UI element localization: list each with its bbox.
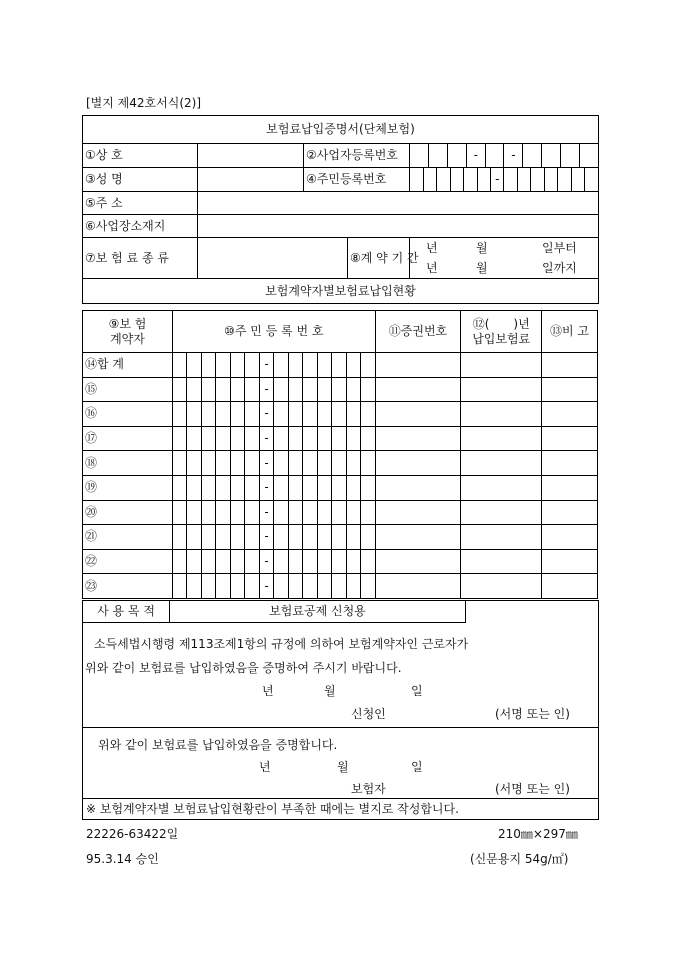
label-company-name: ①상 호 [83, 144, 198, 168]
resident-digit-cell [201, 549, 215, 574]
dash: - [259, 377, 273, 402]
resident-digit-cell [332, 353, 346, 378]
resident-digit-cell [216, 402, 230, 427]
resident-digit-cell [332, 402, 346, 427]
row-label: ⑮ [83, 377, 173, 402]
row-label: ⑳ [83, 500, 173, 525]
dash: - [259, 353, 273, 378]
certification-box [82, 727, 599, 799]
note-cell [542, 377, 598, 402]
dash: - [259, 451, 273, 476]
resident-digit-cell [332, 377, 346, 402]
purpose-table [82, 600, 599, 623]
resident-digit-cell [216, 426, 230, 451]
resident-digit-cell [245, 426, 259, 451]
resident-digit-cell [274, 377, 288, 402]
table-row [83, 402, 598, 427]
label-name: ③성 명 [83, 168, 198, 192]
resident-digit-cell [230, 500, 244, 525]
resident-digit-cell [230, 574, 244, 599]
resident-digit-cell [245, 451, 259, 476]
resident-digit-cell [172, 475, 186, 500]
header-policy-no: ⑪증권번호 [375, 311, 461, 353]
resident-digit-cell [172, 500, 186, 525]
header-contractor [83, 311, 173, 353]
resident-digit-cell [187, 426, 201, 451]
label-business-reg-no: ②사업자등록번호 [304, 144, 410, 168]
footer-approval: 95.3.14 승인 [86, 852, 159, 866]
table-row [83, 426, 598, 451]
resident-digit-cell [274, 426, 288, 451]
resident-digit-cell [230, 402, 244, 427]
resident-digit-cell [274, 549, 288, 574]
resident-digit-cell [172, 451, 186, 476]
certification-year: 년 [259, 760, 271, 774]
resident-digit-cell [230, 475, 244, 500]
value-address [198, 192, 599, 215]
row-label: ㉑ [83, 525, 173, 550]
resident-digit-cell [274, 451, 288, 476]
resident-digit-cell [346, 377, 360, 402]
dash: - [491, 168, 504, 191]
table-row [83, 451, 598, 476]
resident-digit-cell [245, 549, 259, 574]
resident-digit-cell [317, 451, 331, 476]
note-text: ※ 보험계약자별 보험료납입현황란이 부족한 때에는 별지로 작성합니다. [86, 802, 459, 816]
resident-digit-cell [230, 353, 244, 378]
resident-digit-cell [346, 549, 360, 574]
note-cell [542, 525, 598, 550]
resident-digit-cell [288, 475, 302, 500]
table-row [83, 549, 598, 574]
value-business-reg-no [410, 144, 599, 168]
resident-digit-cell [230, 377, 244, 402]
resident-digit-cell [216, 525, 230, 550]
resident-digit-cell [303, 377, 317, 402]
contractor-table [82, 310, 598, 599]
form-number: [별지 제42호서식(2)] [86, 96, 201, 110]
resident-digit-cell [274, 475, 288, 500]
value-company-name [198, 144, 304, 168]
resident-digit-cell [201, 574, 215, 599]
note-cell [542, 574, 598, 599]
dash: - [259, 549, 273, 574]
dash: - [259, 525, 273, 550]
resident-digit-cell [245, 475, 259, 500]
resident-digit-cell [230, 451, 244, 476]
period-to-label: 일까지 [542, 261, 577, 275]
resident-digit-cell [245, 353, 259, 378]
resident-digit-cell [201, 475, 215, 500]
resident-digit-cell [187, 402, 201, 427]
footer-paper: (신문용지 54g/㎡) [470, 852, 569, 866]
header-note: ⑬비 고 [542, 311, 598, 353]
statement-line2: 위와 같이 보험료를 납입하였음을 증명하여 주시기 바랍니다. [85, 661, 402, 675]
certification-month: 월 [337, 760, 349, 774]
resident-digit-cell [317, 549, 331, 574]
note-cell [542, 353, 598, 378]
statement-year: 년 [262, 684, 274, 698]
label-contract-period: ⑧계 약 기 간 [348, 238, 410, 279]
resident-digit-cell [245, 402, 259, 427]
resident-digit-cell [346, 353, 360, 378]
resident-digit-cell [216, 500, 230, 525]
label-insurance-type: ⑦보 험 료 종 류 [83, 238, 198, 279]
header-paid-premium [461, 311, 542, 353]
statement-box [82, 622, 599, 728]
resident-digit-cell [317, 525, 331, 550]
resident-digit-cell [288, 353, 302, 378]
policy-no-cell [375, 353, 461, 378]
value-name [198, 168, 304, 192]
resident-digit-cell [288, 377, 302, 402]
resident-digit-cell [288, 574, 302, 599]
resident-digit-cell [172, 402, 186, 427]
period-from-label: 일부터 [542, 241, 577, 255]
paid-premium-cell [461, 549, 542, 574]
policy-no-cell [375, 377, 461, 402]
header-resident-no: ⑩주 민 등 록 번 호 [172, 311, 375, 353]
policy-no-cell [375, 402, 461, 427]
resident-digit-cell [274, 574, 288, 599]
paid-premium-cell [461, 451, 542, 476]
resident-digit-cell [172, 549, 186, 574]
resident-digit-cell [172, 525, 186, 550]
resident-digit-cell [288, 402, 302, 427]
policy-no-cell [375, 475, 461, 500]
insurer-label: 보험자 [351, 782, 386, 796]
resident-digit-cell [332, 549, 346, 574]
contractor-rows [83, 353, 598, 599]
resident-digit-cell [303, 500, 317, 525]
resident-digit-cell [274, 525, 288, 550]
resident-digit-cell [274, 500, 288, 525]
dash: - [504, 144, 523, 167]
resident-digit-cell [317, 500, 331, 525]
note-box [82, 797, 599, 820]
table-row [83, 574, 598, 599]
period-year-label: 년 [426, 261, 438, 275]
resident-digit-cell [303, 353, 317, 378]
period-to-row [412, 258, 596, 278]
row-label: ⑰ [83, 426, 173, 451]
resident-digit-cell [317, 402, 331, 427]
dash: - [259, 475, 273, 500]
resident-digit-cell [288, 525, 302, 550]
resident-digit-cell [346, 402, 360, 427]
policy-no-cell [375, 574, 461, 599]
row-label: ⑭합 계 [83, 353, 173, 378]
paid-premium-cell [461, 475, 542, 500]
resident-digit-cell [317, 377, 331, 402]
resident-digit-cell [187, 525, 201, 550]
period-month-label: 월 [476, 261, 488, 275]
note-cell [542, 402, 598, 427]
resident-digit-cell [361, 574, 376, 599]
table-row [83, 353, 598, 378]
resident-digit-cell [361, 451, 376, 476]
paid-premium-cell [461, 574, 542, 599]
resident-digit-cell [201, 377, 215, 402]
row-label: ⑲ [83, 475, 173, 500]
statement-month: 월 [324, 684, 336, 698]
resident-digit-cell [332, 500, 346, 525]
resident-digit-cell [332, 451, 346, 476]
resident-digit-cell [230, 549, 244, 574]
resident-digit-cell [216, 574, 230, 599]
resident-digit-cell [317, 353, 331, 378]
resident-digit-cell [332, 426, 346, 451]
resident-digit-cell [288, 451, 302, 476]
resident-digit-cell [332, 525, 346, 550]
certification-line1: 위와 같이 보험료를 납입하였음을 증명합니다. [98, 738, 338, 752]
row-label: ⑱ [83, 451, 173, 476]
resident-reg-boxes [410, 168, 598, 191]
resident-digit-cell [187, 353, 201, 378]
resident-digit-cell [346, 451, 360, 476]
resident-digit-cell [187, 377, 201, 402]
resident-digit-cell [201, 353, 215, 378]
resident-digit-cell [346, 500, 360, 525]
resident-digit-cell [201, 451, 215, 476]
paid-premium-cell [461, 525, 542, 550]
table-row [83, 500, 598, 525]
resident-digit-cell [216, 377, 230, 402]
resident-digit-cell [201, 402, 215, 427]
paid-premium-cell [461, 500, 542, 525]
paid-premium-cell [461, 353, 542, 378]
resident-digit-cell [303, 402, 317, 427]
period-year-label: 년 [426, 241, 438, 255]
resident-digit-cell [303, 549, 317, 574]
value-workplace-address [198, 215, 599, 238]
form-title: 보험료납입증명서(단체보험) [83, 116, 599, 144]
footer-code: 22226-63422일 [86, 827, 179, 841]
resident-digit-cell [274, 353, 288, 378]
resident-digit-cell [216, 475, 230, 500]
resident-digit-cell [172, 377, 186, 402]
purpose-label: 사 용 목 적 [83, 601, 170, 623]
resident-digit-cell [346, 525, 360, 550]
resident-digit-cell [317, 475, 331, 500]
period-month-label: 월 [476, 241, 488, 255]
note-cell [542, 500, 598, 525]
resident-digit-cell [172, 574, 186, 599]
table-row [83, 475, 598, 500]
resident-digit-cell [317, 574, 331, 599]
row-label: ㉓ [83, 574, 173, 599]
policy-no-cell [375, 451, 461, 476]
resident-digit-cell [216, 353, 230, 378]
resident-digit-cell [332, 574, 346, 599]
resident-digit-cell [361, 377, 376, 402]
resident-digit-cell [245, 500, 259, 525]
row-label: ㉒ [83, 549, 173, 574]
resident-digit-cell [230, 525, 244, 550]
resident-digit-cell [346, 475, 360, 500]
resident-digit-cell [361, 353, 376, 378]
policy-no-cell [375, 549, 461, 574]
resident-digit-cell [245, 525, 259, 550]
table-row [83, 377, 598, 402]
certification-day: 일 [411, 760, 423, 774]
resident-digit-cell [216, 451, 230, 476]
resident-digit-cell [361, 549, 376, 574]
paid-premium-cell [461, 377, 542, 402]
resident-digit-cell [317, 426, 331, 451]
resident-digit-cell [346, 574, 360, 599]
resident-digit-cell [288, 500, 302, 525]
paid-premium-cell [461, 426, 542, 451]
row-label: ⑯ [83, 402, 173, 427]
resident-digit-cell [187, 475, 201, 500]
dash: - [259, 574, 273, 599]
dash: - [259, 402, 273, 427]
statement-day: 일 [411, 684, 423, 698]
header-paid-line1: ⑫( )년 [472, 316, 530, 331]
resident-digit-cell [332, 475, 346, 500]
resident-digit-cell [187, 451, 201, 476]
resident-digit-cell [303, 451, 317, 476]
resident-digit-cell [303, 574, 317, 599]
top-form-table [82, 115, 599, 304]
note-cell [542, 451, 598, 476]
dash: - [466, 144, 485, 167]
resident-digit-cell [361, 525, 376, 550]
applicant-sign: (서명 또는 인) [495, 707, 570, 721]
resident-digit-cell [361, 475, 376, 500]
resident-digit-cell [245, 377, 259, 402]
header-contractor-line2: 계약자 [110, 331, 145, 346]
section-title: 보험계약자별보험료납입현황 [83, 279, 599, 304]
paid-premium-cell [461, 402, 542, 427]
purpose-value: 보험료공제 신청용 [170, 601, 466, 623]
header-paid-line2: 납입보험료 [472, 331, 531, 346]
dash: - [259, 426, 273, 451]
applicant-label: 신청인 [351, 707, 386, 721]
resident-digit-cell [361, 426, 376, 451]
resident-digit-cell [361, 500, 376, 525]
header-contractor-line1: ⑨보 험 [108, 316, 147, 331]
insurer-sign: (서명 또는 인) [495, 782, 570, 796]
footer-size: 210㎜×297㎜ [498, 827, 578, 841]
resident-digit-cell [303, 525, 317, 550]
policy-no-cell [375, 525, 461, 550]
table-row [83, 525, 598, 550]
resident-digit-cell [172, 426, 186, 451]
resident-digit-cell [346, 426, 360, 451]
resident-digit-cell [201, 500, 215, 525]
business-reg-boxes [410, 144, 598, 167]
label-resident-reg-no: ④주민등록번호 [304, 168, 410, 192]
dash: - [259, 500, 273, 525]
resident-digit-cell [303, 475, 317, 500]
resident-digit-cell [288, 549, 302, 574]
resident-digit-cell [361, 402, 376, 427]
resident-digit-cell [274, 402, 288, 427]
label-workplace-address: ⑥사업장소재지 [83, 215, 198, 238]
resident-digit-cell [230, 426, 244, 451]
policy-no-cell [375, 426, 461, 451]
resident-digit-cell [245, 574, 259, 599]
value-insurance-type [198, 238, 348, 279]
value-resident-reg-no [410, 168, 599, 192]
note-cell [542, 426, 598, 451]
resident-digit-cell [187, 549, 201, 574]
resident-digit-cell [187, 574, 201, 599]
resident-digit-cell [201, 525, 215, 550]
period-from-row [412, 238, 596, 258]
note-cell [542, 549, 598, 574]
purpose-blank [466, 601, 599, 623]
note-cell [542, 475, 598, 500]
resident-digit-cell [187, 500, 201, 525]
label-address: ⑤주 소 [83, 192, 198, 215]
resident-digit-cell [216, 549, 230, 574]
statement-line1: 소득세법시행령 제113조제1항의 규정에 의하여 보험계약자인 근로자가 [94, 637, 469, 651]
policy-no-cell [375, 500, 461, 525]
resident-digit-cell [303, 426, 317, 451]
resident-digit-cell [172, 353, 186, 378]
resident-digit-cell [288, 426, 302, 451]
value-contract-period [410, 238, 599, 279]
resident-digit-cell [201, 426, 215, 451]
